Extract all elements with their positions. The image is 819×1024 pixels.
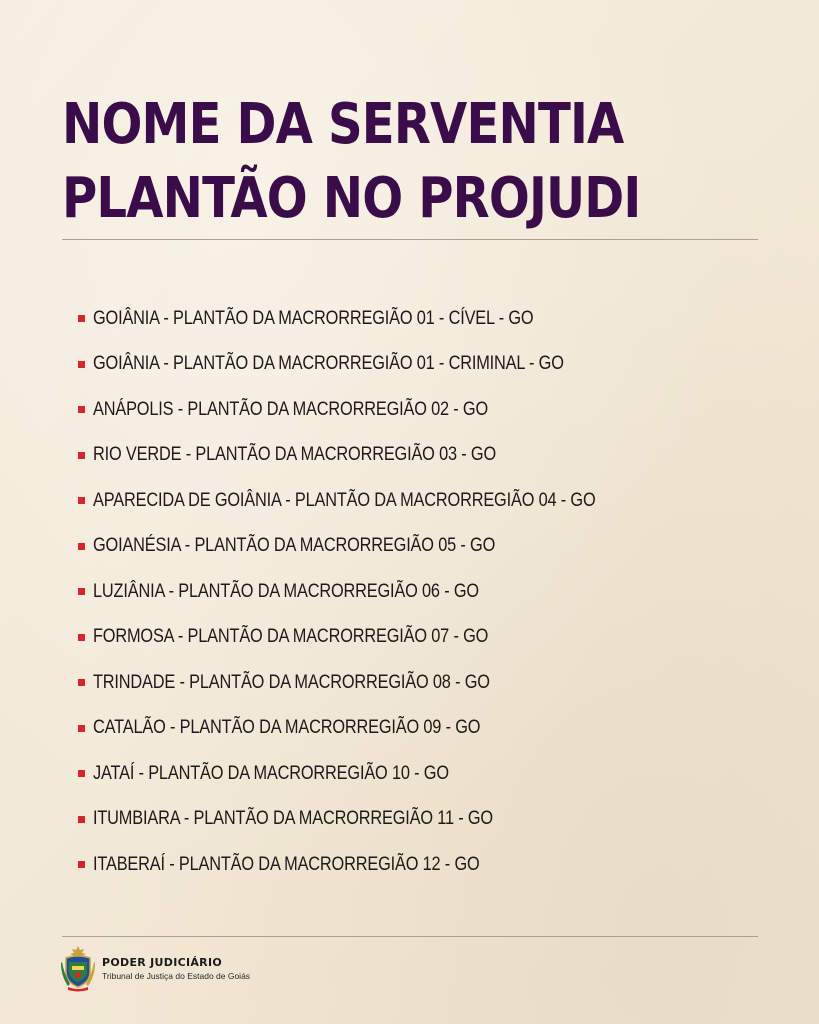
list-item [78, 342, 677, 388]
bullet-icon [78, 315, 85, 322]
serventia-list [78, 296, 677, 888]
list-item [78, 842, 677, 888]
bullet-icon [78, 543, 85, 550]
coat-of-arms-icon [60, 944, 96, 992]
list-item [78, 433, 677, 479]
bullet-icon [78, 588, 85, 595]
bullet-icon [78, 497, 85, 504]
list-item-text: RIO VERDE - PLANTÃO DA MACRORREGIÃO 03 - GO [93, 444, 497, 466]
title-line-2: PLANTÃO NO PROJUDI [62, 166, 641, 231]
list-item-text: JATAÍ - PLANTÃO DA MACRORREGIÃO 10 - GO [93, 762, 449, 784]
bullet-icon [78, 770, 85, 777]
bullet-icon [78, 634, 85, 641]
list-item-text: CATALÃO - PLANTÃO DA MACRORREGIÃO 09 - GO [93, 717, 481, 739]
list-item-text: LUZIÂNIA - PLANTÃO DA MACRORREGIÃO 06 - GO [93, 580, 479, 602]
list-item-text: GOIÂNIA - PLANTÃO DA MACRORREGIÃO 01 - CRIMINAL - GO [93, 353, 564, 375]
bullet-icon [78, 816, 85, 823]
bottom-divider [62, 936, 758, 937]
list-item [78, 478, 677, 524]
list-item [78, 706, 677, 752]
bullet-icon [78, 361, 85, 368]
list-item-text: GOIANÉSIA - PLANTÃO DA MACRORREGIÃO 05 - GO [93, 535, 496, 557]
list-item-text: GOIÂNIA - PLANTÃO DA MACRORREGIÃO 01 - CÍVEL - GO [93, 307, 534, 329]
list-item [78, 797, 677, 843]
list-item [78, 387, 677, 433]
bullet-icon [78, 679, 85, 686]
list-item-text: ITUMBIARA - PLANTÃO DA MACRORREGIÃO 11 - GO [93, 808, 493, 830]
list-item-text: FORMOSA - PLANTÃO DA MACRORREGIÃO 07 - GO [93, 626, 489, 648]
org-name: PODER JUDICIÁRIO [102, 955, 222, 969]
list-item [78, 296, 677, 342]
list-item-text: TRINDADE - PLANTÃO DA MACRORREGIÃO 08 - GO [93, 671, 490, 693]
page-title [62, 88, 640, 236]
list-item [78, 660, 677, 706]
title-line-1: NOME DA SERVENTIA [62, 92, 624, 157]
list-item [78, 751, 677, 797]
list-item [78, 524, 677, 570]
org-block [102, 956, 250, 981]
bullet-icon [78, 861, 85, 868]
top-divider [62, 239, 758, 240]
list-item [78, 569, 677, 615]
list-item [78, 615, 677, 661]
list-item-text: APARECIDA DE GOIÂNIA - PLANTÃO DA MACRORREGIÃO 04 - GO [93, 489, 596, 511]
bullet-icon [78, 406, 85, 413]
org-subtitle: Tribunal de Justiça do Estado de Goiás [102, 970, 251, 981]
list-item-text: ANÁPOLIS - PLANTÃO DA MACRORREGIÃO 02 - GO [93, 398, 489, 420]
list-item-text: ITABERAÍ - PLANTÃO DA MACRORREGIÃO 12 - GO [93, 853, 480, 875]
bullet-icon [78, 725, 85, 732]
bullet-icon [78, 452, 85, 459]
footer [60, 944, 250, 992]
